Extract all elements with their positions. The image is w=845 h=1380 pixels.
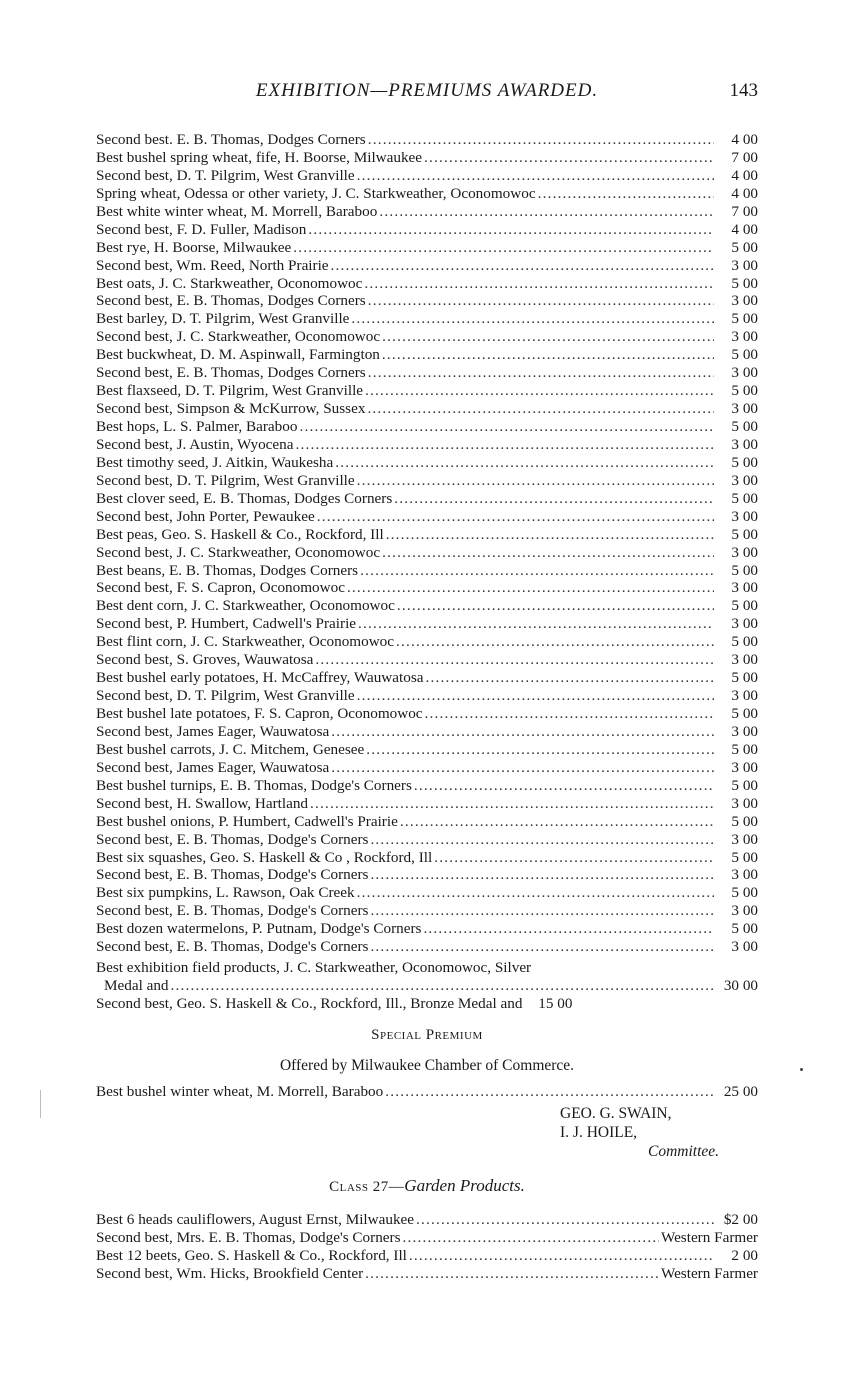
dot-leader: [357, 472, 714, 490]
entry-amount: 5 00: [731, 884, 758, 902]
entry-amount: Western Farmer: [660, 1228, 758, 1246]
entry-label: Second best, James Eager, Wauwatosa: [96, 722, 330, 740]
page-header: [96, 80, 758, 108]
list-item: [96, 490, 758, 508]
list-item: [96, 1083, 758, 1101]
class-title: Garden Products.: [404, 1176, 525, 1195]
dot-leader: [365, 1265, 659, 1283]
entry-label: Best bushel early potatoes, H. McCaffrey, Wauwatosa: [96, 669, 424, 687]
dot-leader: [416, 1211, 714, 1229]
list-item: [96, 938, 758, 956]
dot-leader: [331, 759, 714, 777]
entry-amount: 5 00: [731, 453, 758, 471]
dot-leader: [382, 346, 714, 364]
list-item: [96, 687, 758, 705]
garden-products-list: [96, 1211, 758, 1283]
entry-label: Best bushel turnips, E. B. Thomas, Dodge's Corners: [96, 776, 412, 794]
entry-label: Second best, F. S. Capron, Oconomowoc: [96, 579, 345, 597]
dot-leader: [365, 382, 714, 400]
entry-amount: 5 00: [731, 669, 758, 687]
entry-label: Second best, E. B. Thomas, Dodge's Corners: [96, 866, 369, 884]
entry-amount: 5 00: [731, 238, 758, 256]
page-speck: [800, 1068, 803, 1071]
entry-label: Second best, E. B. Thomas, Dodge's Corners: [96, 938, 369, 956]
special-premium-list: [96, 1083, 758, 1101]
entry-amount: 3 00: [731, 651, 758, 669]
signature-name: GEO. G. SWAIN,: [560, 1105, 672, 1122]
entry-label: Second best, E. B. Thomas, Dodges Corners: [96, 292, 366, 310]
list-item: [96, 436, 758, 454]
entry-label: Best flint corn, J. C. Starkweather, Oconomowoc: [96, 633, 395, 651]
dot-leader: [299, 418, 714, 436]
dot-leader: [357, 687, 714, 705]
signature-name: I. J. HOILE,: [560, 1124, 638, 1141]
entry-amount: 5 00: [731, 920, 758, 938]
entry-label: Second best, Geo. S. Haskell & Co., Rockford, Ill., Bronze Medal and: [96, 994, 523, 1012]
entry-amount: 5 00: [731, 633, 758, 651]
entry-amount: 3 00: [731, 507, 758, 525]
list-item: [96, 813, 758, 831]
entry-amount: 5 00: [731, 812, 758, 830]
list-item: [96, 203, 758, 221]
entry-label: Second best, E. B. Thomas, Dodges Corners: [96, 364, 366, 382]
entry-label: Second best, F. D. Fuller, Madison: [96, 220, 307, 238]
dot-leader: [400, 813, 714, 831]
list-item: [96, 866, 758, 884]
dot-leader: [386, 526, 714, 544]
list-item: [96, 472, 758, 490]
list-item: [96, 1265, 758, 1283]
dot-leader: [335, 454, 714, 472]
entry-label: Best bushel carrots, J. C. Mitchem, Genesee: [96, 740, 365, 758]
entry-amount: 5 00: [731, 561, 758, 579]
entry-amount: 3 00: [731, 579, 758, 597]
list-item: [96, 977, 758, 995]
entry-amount: 2 00: [731, 1246, 758, 1264]
dot-leader: [379, 203, 714, 221]
dot-leader: [403, 1229, 659, 1247]
premium-list: [96, 131, 758, 956]
dot-leader: [382, 328, 714, 346]
dot-leader: [360, 562, 714, 580]
list-item: [96, 831, 758, 849]
entry-amount: 5 00: [731, 776, 758, 794]
list-item: [96, 275, 758, 293]
entry-label: Best bushel winter wheat, M. Morrell, Baraboo: [96, 1083, 384, 1100]
list-item: [96, 995, 758, 1013]
entry-label: Second best, D. T. Pilgrim, West Granville: [96, 166, 355, 184]
running-title: EXHIBITION—PREMIUMS AWARDED.: [255, 80, 599, 101]
dot-leader: [424, 149, 714, 167]
entry-label: Best dent corn, J. C. Starkweather, Oconomowoc: [96, 597, 395, 615]
entry-label: Second best, Mrs. E. B. Thomas, Dodge's Corners: [96, 1228, 401, 1246]
dot-leader: [382, 544, 714, 562]
entry-label: Best hops, L. S. Palmer, Baraboo: [96, 418, 298, 435]
entry-label: Second best, Simpson & McKurrow, Sussex: [96, 400, 366, 418]
entry-label: Second best, Wm. Hicks, Brookfield Center: [96, 1264, 364, 1282]
dot-leader: [367, 400, 714, 418]
entry-amount: 3 00: [731, 687, 758, 705]
entry-amount: 30 00: [723, 976, 758, 994]
dot-leader: [331, 723, 714, 741]
entry-label: Second best, D. T. Pilgrim, West Granville: [96, 471, 355, 489]
dot-leader: [394, 490, 714, 508]
list-item: [96, 705, 758, 723]
entry-label: Second best, E. B. Thomas, Dodge's Corners: [96, 902, 369, 920]
entry-amount: 25 00: [723, 1083, 758, 1100]
entry-amount: 5 00: [731, 274, 758, 292]
dot-leader: [310, 795, 714, 813]
offered-by-line: Offered by Milwaukee Chamber of Commerce.: [279, 1057, 575, 1074]
list-item: [96, 346, 758, 364]
entry-label: Second best, J. Austin, Wyocena: [96, 435, 294, 453]
dot-leader: [315, 651, 714, 669]
entry-amount: 3 00: [731, 615, 758, 633]
list-item: [96, 615, 758, 633]
dot-leader: [295, 436, 714, 454]
dot-leader: [396, 633, 714, 651]
entry-label: Second best, John Porter, Pewaukee: [96, 507, 315, 525]
entry-amount: 3 00: [731, 830, 758, 848]
list-item: [96, 221, 758, 239]
dot-leader: [331, 257, 714, 275]
list-item: [96, 795, 758, 813]
entry-label: Best 12 beets, Geo. S. Haskell & Co., Rockford, Ill: [96, 1246, 407, 1264]
list-item: [96, 920, 758, 938]
entry-amount: 5 00: [731, 848, 758, 866]
entry-label: Best beans, E. B. Thomas, Dodges Corners: [96, 561, 359, 579]
entry-amount: 5 00: [731, 489, 758, 507]
entry-label: Second best, J. C. Starkweather, Oconomowoc: [96, 543, 381, 561]
dot-leader: [308, 221, 714, 239]
entry-label: Best clover seed, E. B. Thomas, Dodges Corners: [96, 489, 393, 507]
class-heading: [96, 1176, 758, 1196]
page-blemish: [40, 1090, 41, 1118]
dot-leader: [414, 777, 714, 795]
list-item: [96, 292, 758, 310]
list-item: [96, 959, 758, 977]
dot-leader: [317, 508, 714, 526]
entry-amount: 5 00: [731, 418, 758, 435]
entry-amount: 3 00: [731, 866, 758, 884]
entry-label: Best six pumpkins, L. Rawson, Oak Creek: [96, 884, 355, 902]
dot-leader: [366, 741, 714, 759]
entry-amount: 7 00: [731, 202, 758, 220]
entry-amount: 3 00: [731, 328, 758, 346]
entry-amount: 15 00: [538, 994, 573, 1012]
entry-label: Best buckwheat, D. M. Aspinwall, Farmington: [96, 346, 380, 364]
entry-amount: Western Farmer: [660, 1264, 758, 1282]
entry-label: Second best, J. C. Starkweather, Oconomowoc: [96, 328, 381, 346]
entry-amount: 3 00: [731, 471, 758, 489]
entry-amount: 4 00: [731, 166, 758, 184]
entry-amount: 3 00: [731, 938, 758, 956]
dot-leader: [370, 938, 714, 956]
entry-amount: 3 00: [731, 543, 758, 561]
dot-leader: [357, 167, 714, 185]
entry-label: Second best, James Eager, Wauwatosa: [96, 758, 330, 776]
dot-leader: [357, 884, 714, 902]
entry-amount: 7 00: [731, 148, 758, 166]
entry-label: Best barley, D. T. Pilgrim, West Granville: [96, 310, 350, 328]
dot-leader: [425, 705, 714, 723]
dot-leader: [364, 275, 714, 293]
list-item: [96, 185, 758, 203]
entry-label: Spring wheat, Odessa or other variety, J. C. Starkweather, Oconomowoc: [96, 184, 536, 202]
list-item: [96, 741, 758, 759]
list-item: [96, 1229, 758, 1247]
exhibition-entry: [96, 959, 758, 1013]
entry-label: Best dozen watermelons, P. Putnam, Dodge's Corners: [96, 920, 422, 938]
list-item: [96, 579, 758, 597]
dot-leader: [358, 615, 714, 633]
entry-amount: 3 00: [731, 794, 758, 812]
committee-label: Committee.: [648, 1143, 720, 1160]
dot-leader: [351, 310, 714, 328]
entry-amount: 3 00: [731, 758, 758, 776]
list-item: [96, 418, 758, 436]
list-item: [96, 167, 758, 185]
entry-label: Best peas, Geo. S. Haskell & Co., Rockford, Ill: [96, 525, 384, 543]
dot-leader: [385, 1083, 714, 1101]
entry-label: Best bushel onions, P. Humbert, Cadwell's Prairie: [96, 812, 398, 830]
dot-leader: [293, 239, 714, 257]
list-item: [96, 364, 758, 382]
class-number: Class 27—: [329, 1179, 405, 1195]
entry-amount: 3 00: [731, 902, 758, 920]
list-item: [96, 508, 758, 526]
list-item: [96, 526, 758, 544]
entry-label: Second best, E. B. Thomas, Dodge's Corners: [96, 830, 369, 848]
list-item: [96, 562, 758, 580]
page-number: 143: [729, 80, 758, 101]
dot-leader: [368, 131, 714, 149]
dot-leader: [397, 597, 714, 615]
entry-amount: 5 00: [731, 597, 758, 615]
dot-leader: [171, 977, 714, 995]
list-item: [96, 633, 758, 651]
dot-leader: [368, 292, 714, 310]
entry-amount: 5 00: [731, 740, 758, 758]
list-item: [96, 777, 758, 795]
list-item: [96, 257, 758, 275]
list-item: [96, 328, 758, 346]
entry-amount: 3 00: [731, 400, 758, 418]
list-item: [96, 759, 758, 777]
list-item: [96, 1247, 758, 1265]
entry-amount: 3 00: [731, 722, 758, 740]
entry-amount: 5 00: [731, 705, 758, 722]
entry-label: Best bushel late potatoes, F. S. Capron, Oconomowoc: [96, 705, 423, 722]
list-item: [96, 131, 758, 149]
entry-label: Second best, Wm. Reed, North Prairie: [96, 256, 329, 274]
list-item: [96, 239, 758, 257]
entry-label: Best bushel spring wheat, fife, H. Boorse, Milwaukee: [96, 148, 423, 166]
list-item: [96, 454, 758, 472]
entry-amount: 5 00: [731, 525, 758, 543]
dot-leader: [370, 866, 714, 884]
entry-label: Best rye, H. Boorse, Milwaukee: [96, 238, 292, 256]
dot-leader: [347, 579, 714, 597]
entry-label: Best 6 heads cauliflowers, August Ernst, Milwaukee: [96, 1211, 415, 1228]
entry-label: Second best. E. B. Thomas, Dodges Corners: [96, 131, 366, 148]
list-item: [96, 651, 758, 669]
entry-amount: 3 00: [731, 256, 758, 274]
dot-leader: [434, 849, 714, 867]
dot-leader: [425, 669, 714, 687]
entry-amount: 4 00: [731, 220, 758, 238]
entry-amount: 4 00: [731, 131, 758, 148]
entry-label: Best white winter wheat, M. Morrell, Baraboo: [96, 202, 378, 220]
dot-leader: [370, 831, 714, 849]
list-item: [96, 597, 758, 615]
entry-label: Best timothy seed, J. Aitkin, Waukesha: [96, 453, 334, 471]
entry-amount: $2 00: [723, 1211, 758, 1228]
entry-label: Best flaxseed, D. T. Pilgrim, West Granville: [96, 382, 364, 400]
entry-label: Second best, H. Swallow, Hartland: [96, 794, 309, 812]
list-item: [96, 1211, 758, 1229]
entry-amount: 4 00: [731, 184, 758, 202]
list-item: [96, 149, 758, 167]
dot-leader: [368, 364, 714, 382]
entry-label: Second best, S. Groves, Wauwatosa: [96, 651, 314, 669]
entry-label: Second best, P. Humbert, Cadwell's Prairie: [96, 615, 357, 633]
list-item: [96, 723, 758, 741]
list-item: [96, 310, 758, 328]
entry-amount: 5 00: [731, 346, 758, 364]
list-item: [96, 902, 758, 920]
dot-leader: [423, 920, 714, 938]
entry-amount: 5 00: [731, 382, 758, 400]
entry-label: Best six squashes, Geo. S. Haskell & Co , Rockford, Ill: [96, 848, 433, 866]
special-premium-heading: Special Premium: [371, 1027, 483, 1043]
dot-leader: [409, 1247, 714, 1265]
entry-label: Second best, D. T. Pilgrim, West Granville: [96, 687, 355, 705]
entry-amount: 5 00: [731, 310, 758, 328]
dot-leader: [538, 185, 714, 203]
entry-label: Best oats, J. C. Starkweather, Oconomowoc: [96, 274, 363, 292]
entry-label: Best exhibition field products, J. C. Starkweather, Oconomowoc, Silver: [96, 959, 532, 976]
list-item: [96, 849, 758, 867]
entry-amount: 3 00: [731, 435, 758, 453]
list-item: [96, 669, 758, 687]
list-item: [96, 400, 758, 418]
list-item: [96, 884, 758, 902]
dot-leader: [370, 902, 714, 920]
entry-label: Medal and: [104, 976, 169, 994]
entry-amount: 3 00: [731, 364, 758, 382]
entry-amount: 3 00: [731, 292, 758, 310]
list-item: [96, 544, 758, 562]
list-item: [96, 382, 758, 400]
